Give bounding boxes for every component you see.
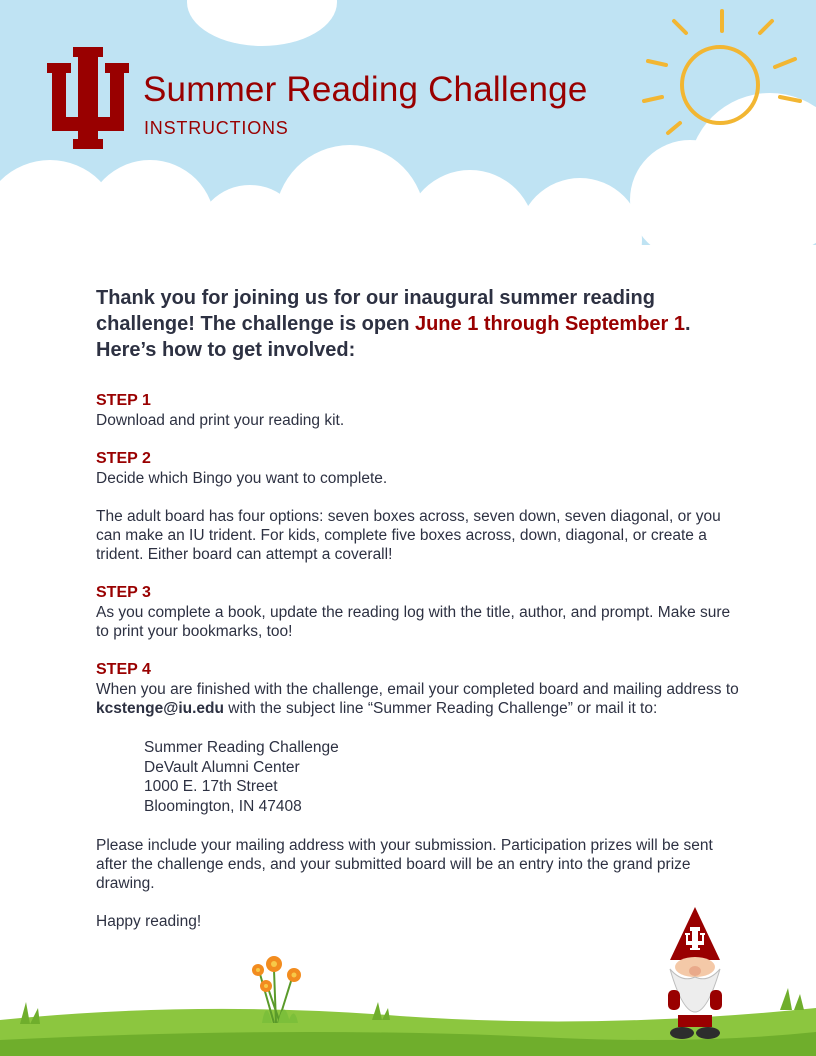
- flowers-icon: [248, 948, 310, 1023]
- gnome-mascot-icon: [650, 905, 740, 1040]
- sun-icon: [640, 5, 810, 145]
- step-label: STEP 4: [96, 661, 151, 678]
- email-address: kcstenge@iu.edu: [96, 700, 224, 717]
- intro-date-highlight: June 1 through September 1: [414, 313, 686, 335]
- step-4: [96, 660, 746, 718]
- step-text: Decide which Bingo you want to complete.: [96, 470, 388, 487]
- intro-text-part1: Thank you for joining us for our inaugural summer reading challenge! The challenge is open: [96, 287, 655, 335]
- closing-note: Please include your mailing address with your submission. Participation prizes will be sent after the challenge ends, and your submitted board will be an entry into the grand prize drawing.: [96, 837, 713, 892]
- step-1: [96, 391, 746, 430]
- step-label: STEP 2: [96, 450, 151, 467]
- step-text: As you complete a book, update the reading log with the title, author, and prompt. Make sure to print your bookmarks, too!: [96, 604, 731, 640]
- step-label: STEP 1: [96, 392, 151, 409]
- iu-trident-logo-icon: [47, 47, 129, 149]
- step-text: The adult board has four options: seven boxes across, seven down, seven diagonal, or you can make an IU trident. For kids, complete five boxes across, down, diagonal, or create a trident. Either board can attempt a coverall!: [96, 508, 721, 563]
- step-text: Download and print your reading kit.: [96, 412, 345, 429]
- address-line: 1000 E. 17th Street: [144, 778, 278, 795]
- step-4-text-before: When you are finished with the challenge, email your completed board and mailing address to: [96, 681, 739, 698]
- address-line: DeVault Alumni Center: [144, 758, 300, 776]
- address-line: Bloomington, IN 47408: [144, 797, 302, 815]
- mailing-address: [144, 738, 746, 816]
- step-4-text-after: with the subject line “Summer Reading Challenge” or mail it to:: [223, 700, 658, 717]
- instructions-content: [96, 285, 746, 950]
- step-2: [96, 449, 746, 564]
- page-title: Summer Reading Challenge: [143, 70, 588, 109]
- intro-text-part2: . Here’s how to get involved:: [96, 313, 691, 361]
- address-line: Summer Reading Challenge: [144, 739, 339, 756]
- step-text: [96, 680, 746, 718]
- step-label: STEP 3: [96, 584, 151, 601]
- signoff: Happy reading!: [96, 913, 202, 930]
- step-3: [96, 583, 746, 641]
- intro-paragraph: [96, 285, 746, 363]
- page-subtitle: INSTRUCTIONS: [144, 118, 289, 138]
